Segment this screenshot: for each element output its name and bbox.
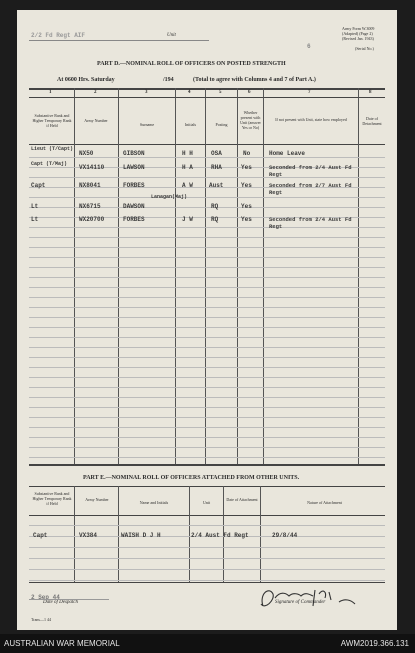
ruled-line: [29, 397, 385, 398]
col-num: 7: [308, 90, 311, 95]
part-e-top-rule: [29, 486, 385, 487]
part-e-row-rank: Capt: [33, 532, 48, 539]
serial-label: (Serial No.): [355, 46, 374, 51]
ruled-line: [29, 267, 385, 268]
archive-caption-bar: [0, 634, 415, 653]
row-surname: FORBES: [123, 182, 145, 189]
row-posting: RQ: [211, 203, 219, 210]
row-initials: H H: [182, 150, 193, 157]
despatch-date-label: Date of Despatch: [43, 600, 78, 605]
ruled-line: [29, 558, 385, 559]
ruled-line: [29, 287, 385, 288]
row-number: NX50: [79, 150, 94, 157]
ruled-line: [29, 377, 385, 378]
row-rank: Lt: [31, 216, 39, 223]
ruled-line: [29, 547, 385, 548]
part-d-bottom-rule: [29, 464, 385, 466]
ruled-line: [29, 407, 385, 408]
col-num: 2: [94, 90, 97, 95]
unit-label: Unit: [167, 33, 176, 38]
col-num: 5: [219, 90, 222, 95]
ruled-line: [29, 297, 385, 298]
row-posting: RHA: [211, 164, 222, 171]
ruled-line: [29, 357, 385, 358]
form-ref-3: (Revised Jan. 1943): [342, 36, 374, 41]
ruled-line: [29, 257, 385, 258]
unit-underline: [29, 40, 209, 41]
part-e-col-divider: [74, 486, 75, 582]
row-rank: Capt: [31, 182, 46, 189]
row-number: WX20700: [79, 216, 105, 223]
ruled-line: [29, 367, 385, 368]
ruled-line: [29, 525, 385, 526]
ruled-line: [29, 447, 385, 448]
part-e-header-number: Army Number: [85, 497, 109, 502]
document-sheet: [17, 10, 397, 630]
form-ref-1: Army Form W.3009: [342, 26, 375, 31]
col-header-employed: If not present with Unit, state how employed: [275, 117, 347, 122]
col-header-number: Army Number: [84, 118, 108, 123]
row-initials: H A: [182, 164, 193, 171]
row-surname: GIBSON: [123, 150, 145, 157]
print-code: Trans—1 44: [31, 617, 51, 622]
serial-typed: 6: [307, 43, 311, 50]
ruled-line: [29, 347, 385, 348]
form-ref-2: (Adapted) (Page 2): [342, 31, 373, 36]
col-header-posting: Posting: [215, 122, 228, 127]
ruled-line: [29, 337, 385, 338]
row-rank: Capt (T/Maj): [31, 161, 68, 167]
ruled-line: [29, 247, 385, 248]
row-employed: Seconded from 2/4 Aust Fd Regt: [269, 164, 352, 178]
row-rank: Lieut (T/Capt): [31, 146, 74, 152]
col-num: 8: [369, 90, 372, 95]
part-e-row-name: WAISH D J H: [121, 532, 161, 539]
col-header-rank: Substantive Rank and Higher Temporary Rank if Held: [32, 113, 72, 128]
row-number: VX14110: [79, 164, 105, 171]
col-header-initials: Initials: [184, 122, 197, 127]
unit-typed: 2/2 Fd Regt AIF: [31, 32, 86, 39]
row-initials: A W: [182, 182, 193, 189]
row-present: Yes: [241, 182, 252, 189]
part-d-subtitle-prefix: At 0600 Hrs. Saturday: [57, 77, 115, 83]
part-d-header-rule: [29, 144, 385, 145]
row-employed: Seconded from 2/4 Aust Fd Regt: [269, 216, 352, 230]
row-present: Yes: [241, 203, 252, 210]
part-e-col-divider: [260, 486, 261, 582]
col-num: 3: [145, 90, 148, 95]
row-surname-note: Lanagan(Maj): [151, 194, 188, 200]
despatch-underline: [29, 599, 109, 600]
part-e-header-name: Name and Initials: [139, 500, 169, 505]
part-e-row-date: 29/8/44: [272, 532, 298, 539]
part-e-header-date: Date of Attachment: [226, 497, 258, 502]
ruled-line: [29, 307, 385, 308]
part-e-row-number: VX384: [79, 532, 98, 539]
ruled-line: [29, 237, 385, 238]
signature-label: Signature of Commander: [275, 600, 326, 605]
part-d-title: PART D.—NOMINAL ROLL OF OFFICERS ON POSTED STRENGTH: [97, 61, 286, 67]
row-number: NX8041: [79, 182, 101, 189]
part-e-col-divider: [118, 486, 119, 582]
part-d-subtitle-note: (Total to agree with Columns 4 and 7 of Part A.): [193, 77, 316, 83]
col-num: 6: [248, 90, 251, 95]
commander-signature: [255, 580, 365, 614]
row-present: Yes: [241, 216, 252, 223]
col-header-present: Whether present with Unit (answer Yes or No): [240, 110, 261, 130]
ruled-line: [29, 317, 385, 318]
col-header-surname: Surname: [139, 122, 155, 127]
ruled-line: [29, 437, 385, 438]
col-num: 4: [188, 90, 191, 95]
ruled-line: [29, 417, 385, 418]
part-e-row-unit: 2/4 Aust Fd Regt: [191, 532, 249, 539]
ruled-line: [29, 157, 385, 158]
col-num: 1: [49, 90, 52, 95]
ruled-line: [29, 457, 385, 458]
part-e-col-divider: [189, 486, 190, 582]
row-posting: OSA: [211, 150, 222, 157]
ruled-line: [29, 427, 385, 428]
ruled-line: [29, 277, 385, 278]
row-present: Yes: [241, 164, 252, 171]
row-employed: Home Leave: [269, 150, 306, 157]
part-e-header-nature: Nature of Attachment: [307, 500, 342, 505]
row-surname: DAWSON: [123, 203, 145, 210]
row-initials: J W: [182, 216, 193, 223]
part-e-title: PART E.—NOMINAL ROLL OF OFFICERS ATTACHED FROM OTHER UNITS.: [83, 475, 300, 481]
row-employed: Seconded from 2/7 Aust Fd Regt: [269, 182, 352, 196]
ruled-line: [29, 569, 385, 570]
row-rank: Lt: [31, 203, 39, 210]
col-header-date: Date of Detachment: [362, 116, 382, 126]
part-d-number-rule: [29, 97, 385, 98]
row-surname: FORBES: [123, 216, 145, 223]
row-posting: RQ: [211, 216, 219, 223]
despatch-date-typed: 2 Sep 44: [31, 594, 60, 601]
ruled-line: [29, 387, 385, 388]
row-posting: Aust: [209, 182, 224, 189]
row-surname: LAWSON: [123, 164, 145, 171]
part-e-header-rule: [29, 515, 385, 516]
part-e-header-unit: Unit: [202, 500, 211, 505]
ruled-line: [29, 327, 385, 328]
row-present: No: [243, 150, 251, 157]
part-d-subtitle-year: /194: [163, 77, 174, 83]
caption-right: AWM2019.366.131: [340, 639, 409, 648]
part-d-top-rule: [29, 88, 385, 90]
part-e-header-rank: Substantive Rank and Higher Temporary Rank if Held: [32, 491, 72, 506]
caption-left: AUSTRALIAN WAR MEMORIAL: [4, 639, 120, 648]
ruled-line: [29, 197, 385, 198]
row-number: NX6715: [79, 203, 101, 210]
